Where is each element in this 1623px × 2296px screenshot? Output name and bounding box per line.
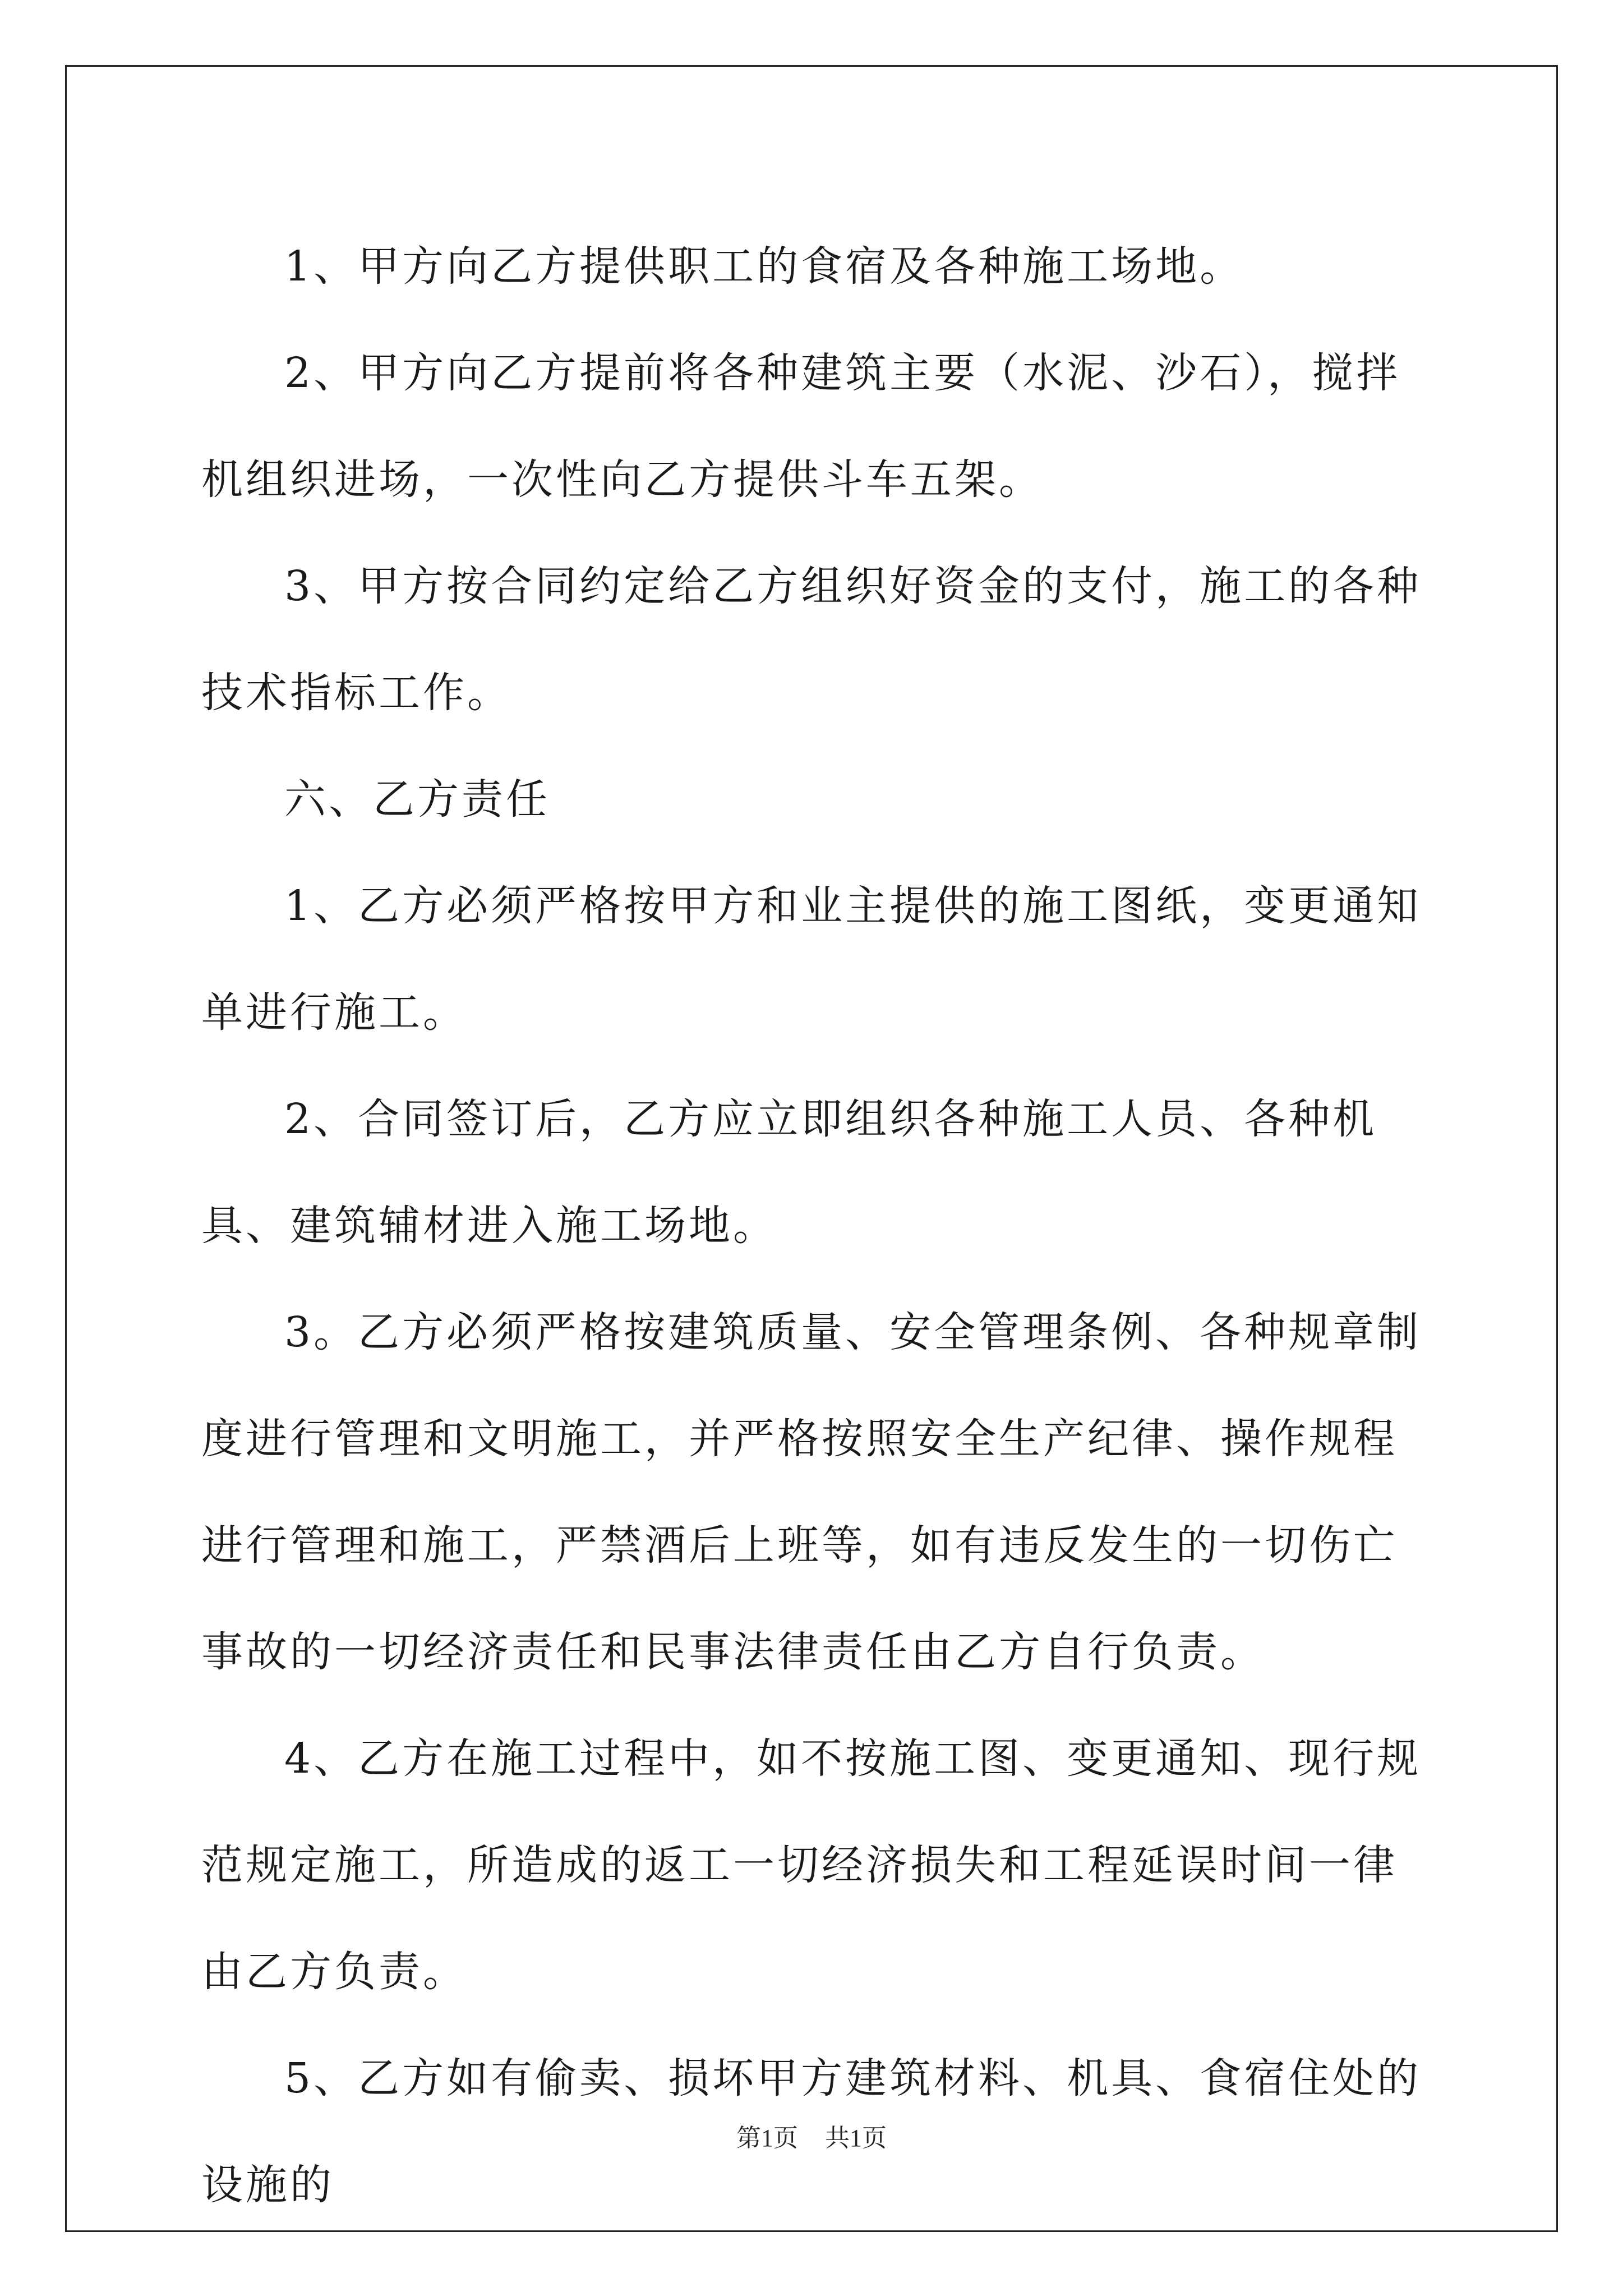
paragraph: 3、甲方按合同约定给乙方组织好资金的支付，施工的各种技术指标工作。	[201, 562, 1422, 717]
page-total: 共1页	[825, 2124, 887, 2152]
paragraph: 2、合同签订后，乙方应立即组织各种施工人员、各种机具、建筑辅材进入施工场地。	[201, 1095, 1377, 1250]
paragraph: 3。乙方必须严格按建筑质量、安全管理条例、各种规章制度进行管理和文明施工，并严格按照安全生产纪律、操作规程进行管理和施工，严禁酒后上班等，如有违反发生的一切伤亡事故的一切经济责任和民事法律责任由乙方自行负责。	[201, 1308, 1422, 1676]
paragraph: 1、甲方向乙方提供职工的食宿及各种施工场地。	[284, 242, 1244, 291]
page-footer	[0, 2118, 1623, 2154]
paragraph: 2、甲方向乙方提前将各种建筑主要（水泥、沙石），搅拌机组织进场，一次性向乙方提供斗车五架。	[201, 349, 1401, 504]
page-number: 第1页	[736, 2124, 798, 2152]
document-body	[201, 213, 1424, 2238]
section-heading: 六、乙方责任	[284, 775, 550, 823]
paragraph: 5、乙方如有偷卖、损坏甲方建筑材料、机具、食宿住处的设施的	[201, 2054, 1422, 2209]
paragraph: 4、乙方在施工过程中，如不按施工图、变更通知、现行规范规定施工，所造成的返工一切经济损失和工程延误时间一律由乙方负责。	[201, 1734, 1422, 1996]
paragraph: 1、乙方必须严格按甲方和业主提供的施工图纸，变更通知单进行施工。	[201, 882, 1422, 1037]
